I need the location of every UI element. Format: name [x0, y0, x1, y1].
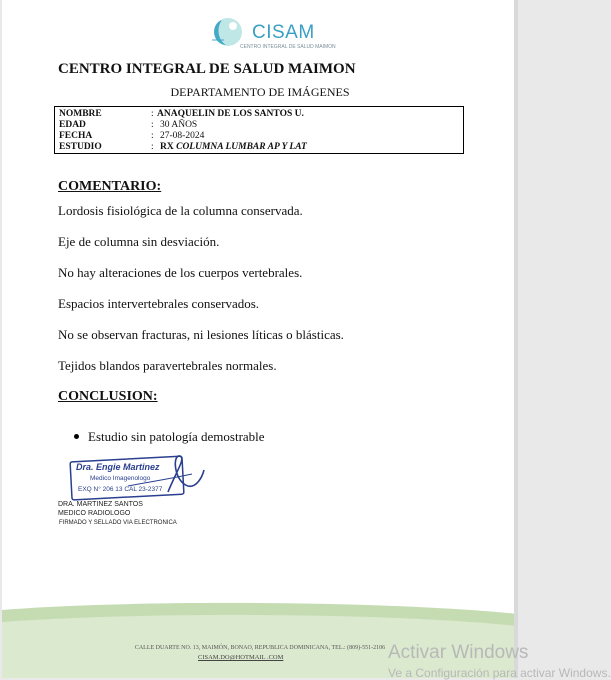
- footer-address: CALLE DUARTE NO. 13, MAIMÓN, BONAO, REPUBLICA DOMINICANA, TEL.: (809)-551-2106: [134, 645, 386, 651]
- comentario-heading: COMENTARIO:: [58, 179, 162, 194]
- page-title: CENTRO INTEGRAL DE SALUD MAIMON: [58, 61, 356, 77]
- row-separator: :: [151, 142, 154, 152]
- row-separator: :: [151, 120, 154, 130]
- stamp-doctor-name: Dra. Engie Martinez: [76, 462, 160, 472]
- bullet-icon: [74, 434, 79, 439]
- signature-title: MEDICO RADIOLOGO: [58, 510, 131, 517]
- stamp-role: Medico Imagenologo: [90, 475, 151, 482]
- signature-block: [58, 500, 143, 518]
- logo-name: CISAM: [252, 22, 315, 43]
- row-separator: :: [151, 131, 154, 141]
- row-value: 30 AÑOS: [160, 120, 198, 130]
- cisam-logo: [204, 12, 334, 54]
- study-name: COLUMNA LUMBAR AP Y LAT: [176, 142, 307, 152]
- row-label: ESTUDIO: [59, 142, 102, 152]
- conclusion-item: Estudio sin patología demostrable: [88, 429, 265, 444]
- activation-watermark-sub: Ve a Configuración para activar Windows.: [388, 666, 611, 680]
- row-label: EDAD: [59, 120, 86, 130]
- comment-line: Lordosis fisiológica de la columna conservada.: [58, 203, 303, 218]
- activation-watermark: Activar Windows: [388, 642, 529, 663]
- signature-doctor: DRA. MARTINEZ SANTOS: [58, 501, 143, 508]
- department-title: DEPARTAMENTO DE IMÁGENES: [170, 85, 350, 99]
- row-value: 27-08-2024: [160, 131, 205, 141]
- comment-line: Tejidos blandos paravertebrales normales.: [58, 358, 277, 373]
- page-edge: [514, 0, 518, 678]
- row-label: FECHA: [59, 131, 93, 141]
- footer-email-link[interactable]: CISAM.DO@HOTMAIL .COM: [198, 654, 284, 661]
- comment-line: Espacios intervertebrales conservados.: [58, 296, 260, 311]
- comment-line: No hay alteraciones de los cuerpos vertebrales.: [58, 265, 303, 280]
- conclusion-heading: CONCLUSION:: [58, 389, 158, 404]
- stamp-exequatur: EXQ N° 206 13 CAL 23-2377: [78, 486, 163, 493]
- comment-line: No se observan fracturas, ni lesiones líticas o blásticas.: [58, 327, 344, 342]
- row-value: [160, 142, 307, 153]
- patient-info-box: [54, 106, 464, 154]
- signature-note: FIRMADO Y SELLADO VIA ELECTRONICA: [59, 520, 177, 526]
- row-value: ANAQUELIN DE LOS SANTOS U.: [157, 109, 304, 119]
- logo-subtitle: CENTRO INTEGRAL DE SALUD MAIMON: [240, 44, 336, 50]
- study-prefix: RX: [160, 142, 177, 152]
- row-separator: :: [151, 109, 154, 119]
- comment-line: Eje de columna sin desviación.: [58, 234, 220, 249]
- doctor-stamp: [68, 452, 208, 500]
- document-page: [2, 0, 518, 678]
- row-label: NOMBRE: [59, 109, 102, 119]
